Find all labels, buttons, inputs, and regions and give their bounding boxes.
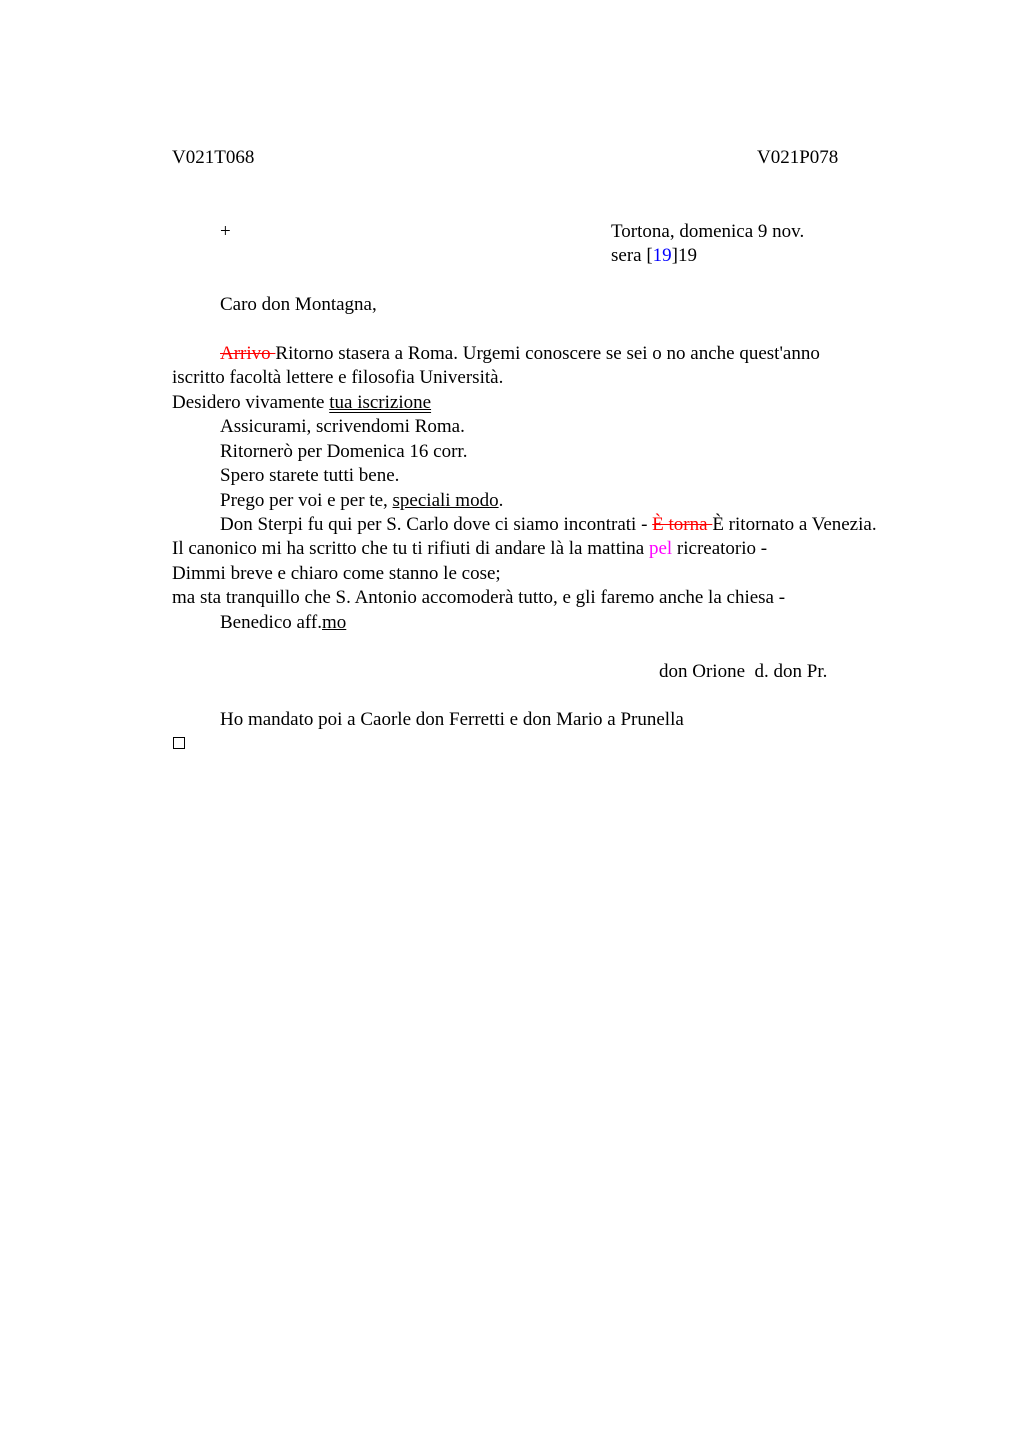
closing-text: Benedico aff.	[220, 612, 322, 633]
checkbox-icon	[173, 737, 185, 749]
header-right-code: V021P078	[757, 147, 839, 168]
closing	[220, 611, 346, 635]
underlined-text: speciali modo	[392, 490, 499, 511]
deleted-word: Arrivo	[220, 343, 276, 364]
date-prefix: sera [	[611, 245, 653, 266]
body-text-end: ricreatorio -	[672, 538, 768, 559]
body-line-4: Assicurami, scrivendomi Roma.	[220, 416, 465, 437]
body-line-6: Spero starete tutti bene.	[220, 465, 400, 486]
body-text: Il canonico mi ha scritto che tu ti rifiuti di andare là la mattina	[172, 538, 649, 559]
highlighted-word: pel	[648, 538, 673, 559]
year-editorial-insert: 19	[652, 245, 672, 266]
body-line-8	[220, 513, 877, 537]
body-line-10: Dimmi breve e chiaro come stanno le cose;	[172, 563, 501, 584]
date-line-2	[611, 244, 697, 268]
body-line-7	[220, 489, 503, 513]
underlined-text: tua iscrizione	[329, 392, 432, 413]
body-text: Don Sterpi fu qui per S. Carlo dove ci siamo incontrati -	[220, 514, 653, 535]
date-suffix: ]19	[671, 245, 697, 266]
deleted-words: È torna	[652, 514, 713, 535]
body-line-3	[172, 391, 431, 415]
body-line-11: ma sta tranquillo che S. Antonio accomoderà tutto, e gli faremo anche la chiesa -	[172, 587, 786, 608]
body-text: Desidero vivamente	[172, 392, 330, 413]
header-left-code: V021T068	[172, 147, 255, 168]
closing-underlined: mo	[322, 612, 347, 633]
body-text-end: È ritornato a Venezia.	[712, 514, 877, 535]
body-line-1	[220, 342, 820, 366]
postscript: Ho mandato poi a Caorle don Ferretti e don Mario a Prunella	[220, 709, 684, 730]
salutation: Caro don Montagna,	[220, 294, 377, 315]
place-date: Tortona, domenica 9 nov.	[611, 221, 805, 242]
signature: don Orione d. don Pr.	[659, 661, 828, 682]
body-text: Ritorno stasera a Roma. Urgemi conoscere se sei o no anche quest'anno	[275, 343, 820, 364]
body-line-2: iscritto facoltà lettere e filosofia Università.	[172, 367, 504, 388]
cross-symbol: +	[220, 221, 231, 242]
body-text: Prego per voi e per te,	[220, 490, 393, 511]
body-text-end: .	[498, 490, 504, 511]
body-line-5: Ritornerò per Domenica 16 corr.	[220, 441, 468, 462]
body-line-9	[172, 537, 767, 561]
